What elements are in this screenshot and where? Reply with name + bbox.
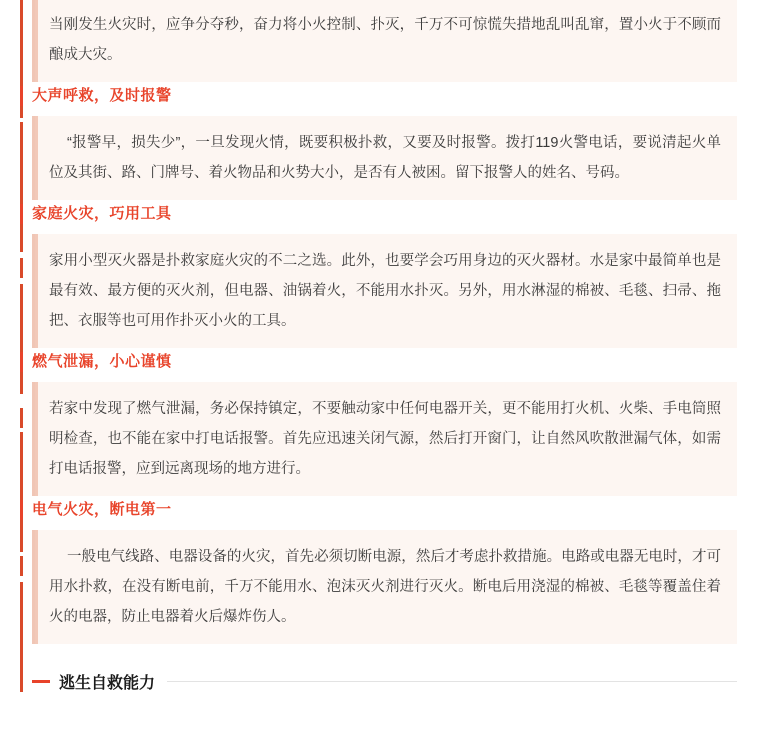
section-heading — [20, 200, 737, 228]
paragraph-text: “报警早，损失少”，一旦发现火情，既要积极扑救，又要及时报警。拨打119火警电话，要说清起火单位及其街、路、门牌号、着火物品和火势大小，是否有人被困。留下报警人的姓名、号码。 — [49, 135, 721, 181]
paragraph-accent-bar — [35, 530, 38, 644]
section-heading — [20, 496, 737, 524]
heading-tick-icon — [20, 352, 23, 372]
dash-icon — [32, 680, 50, 683]
footer-section-title: 逃生自救能力 — [59, 675, 156, 692]
paragraph-block — [32, 530, 737, 644]
horizontal-divider — [167, 681, 737, 682]
section-heading-text: 大声呼救，及时报警 — [32, 87, 172, 104]
paragraph-text: 若家中发现了燃气泄漏，务必保持镇定，不要触动家中任何电器开关，更不能用打火机、火柴、手电筒照明检查，也不能在家中打电话报警。首先应迅速关闭气源，然后打开窗门，让自然风吹散泄漏气体，如需打电话报警，应到远离现场的地方进行。 — [49, 401, 721, 477]
section-heading-text: 家庭火灾，巧用工具 — [32, 205, 172, 222]
footer-section-title-row — [32, 670, 737, 693]
section-heading — [20, 82, 737, 110]
paragraph-accent-bar — [35, 382, 38, 496]
section-electrical-fire — [20, 496, 737, 644]
section-heading-text: 燃气泄漏，小心谨慎 — [32, 353, 172, 370]
paragraph-block — [32, 382, 737, 496]
section-heading-text: 电气火灾，断电第一 — [32, 501, 172, 518]
section-alert-and-report — [20, 82, 737, 200]
paragraph-accent-bar — [35, 116, 38, 200]
paragraph-text: 当刚发生火灾时，应争分夺秒，奋力将小火控制、扑灭，千万不可惊慌失措地乱叫乱窜，置小火于不顾而酿成大灾。 — [49, 17, 721, 63]
paragraph-accent-bar — [35, 0, 38, 82]
section-home-fire-tools — [20, 200, 737, 348]
paragraph-block — [32, 234, 737, 348]
heading-tick-icon — [20, 204, 23, 224]
section-gas-leak — [20, 348, 737, 496]
paragraph-text: 一般电气线路、电器设备的火灾，首先必须切断电源，然后才考虑扑救措施。电路或电器无电时，才可用水扑救，在没有断电前，千万不能用水、泡沫灭火剂进行灭火。断电后用浇湿的棉被、毛毯等覆盖住着火的电器，防止电器着火后爆炸伤人。 — [49, 549, 721, 625]
paragraph-block — [32, 116, 737, 200]
document-content — [20, 0, 737, 693]
paragraph-accent-bar — [35, 234, 38, 348]
heading-tick-icon — [20, 86, 23, 106]
section-heading — [20, 348, 737, 376]
heading-tick-icon — [20, 500, 23, 520]
paragraph-text: 家用小型灭火器是扑救家庭火灾的不二之选。此外，也要学会巧用身边的灭火器材。水是家中最简单也是最有效、最方便的灭火剂，但电器、油锅着火，不能用水扑灭。另外，用水淋湿的棉被、毛毯、扫帚、拖把、衣服等也可用作扑灭小火的工具。 — [49, 253, 721, 329]
paragraph-block-intro — [32, 0, 737, 82]
